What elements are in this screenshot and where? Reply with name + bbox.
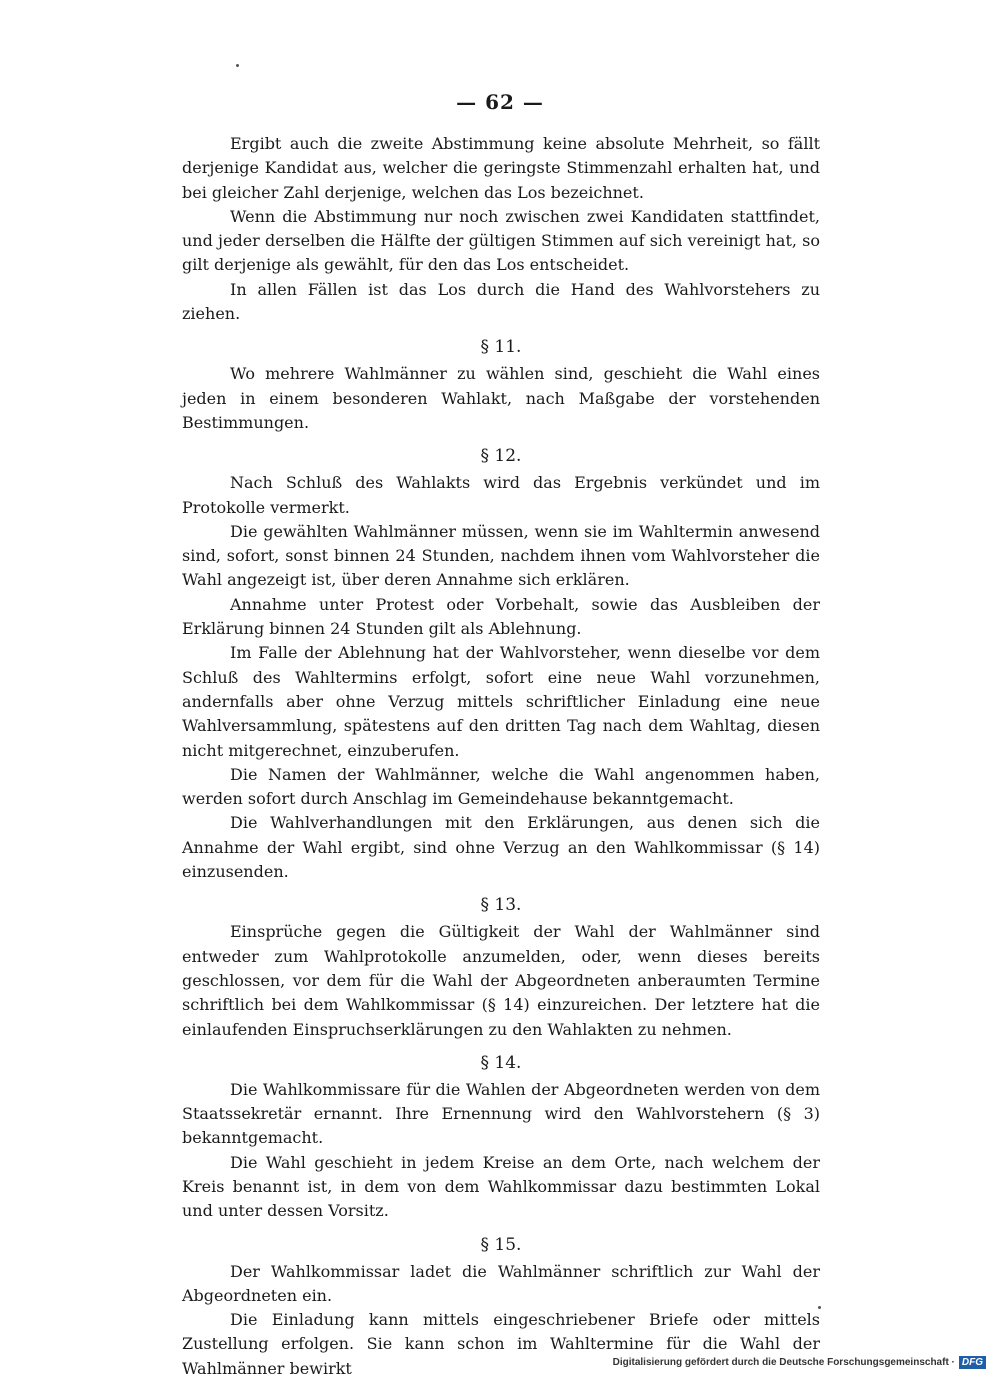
section-heading-12: § 12. bbox=[480, 446, 522, 467]
footer-text: Digitalisierung gefördert durch die Deutsche Forschungsgemeinschaft · bbox=[612, 1357, 955, 1368]
paragraph: Die Wahlverhandlungen mit den Erklärungen, aus denen sich die Annahme der Wahl ergibt, sind ohne Verzug an den Wahlkommissar (§ 14) einzusenden. bbox=[182, 813, 820, 882]
section-heading-13: § 13. bbox=[480, 895, 522, 916]
paragraph: Nach Schluß des Wahlakts wird das Ergebnis verkündet und im Protokolle vermerkt. bbox=[182, 473, 820, 517]
paragraph: In allen Fällen ist das Los durch die Hand des Wahlvorstehers zu ziehen. bbox=[182, 279, 820, 324]
paragraph: Im Falle der Ablehnung hat der Wahlvorsteher, wenn dieselbe vor dem Schluß des Wahltermins erfolgt, sofort eine neue Wahl vorzunehmen, andernfalls aber ohne Verzug mittels schriftlicher Einladung eine neue Wahlversammlung, spätestens auf den dritten Tag nach dem Wahltag, diesen nicht mitgerechnet, einzuberufen. bbox=[182, 643, 820, 760]
section-heading-11: § 11. bbox=[480, 337, 522, 358]
paragraph: Einsprüche gegen die Gültigkeit der Wahl der Wahlmänner sind entweder zum Wahlprotokolle anzumelden, oder, wenn dieses bereits geschlossen, vor dem für die Wahl der Abgeordneten anberaumten Termine schriftlich bei dem Wahlkommissar (§ 14) einzureichen. Der letztere hat die einlaufenden Einspruchserklärungen zu den Wahlakten zu nehmen. bbox=[182, 922, 820, 1039]
paragraph: Wenn die Abstimmung nur noch zwischen zwei Kandidaten stattfindet, und jeder derselben die Hälfte der gültigen Stimmen auf sich vereinigt hat, so gilt derjenige als gewählt, für den das Los entscheidet. bbox=[182, 206, 820, 275]
paragraph: Die Einladung kann mittels eingeschriebener Briefe oder mittels Zustellung erfolgen. Sie kann schon im Wahltermine für die Wahl der Wahlmänner bewirkt bbox=[182, 1310, 820, 1378]
scan-speck bbox=[818, 1306, 821, 1309]
paragraph: Die Namen der Wahlmänner, welche die Wahl angenommen haben, werden sofort durch Anschlag im Gemeindehause bekanntgemacht. bbox=[182, 764, 820, 809]
page-number: — 62 — bbox=[456, 90, 544, 114]
section-heading-15: § 15. bbox=[480, 1234, 522, 1255]
paragraph: Wo mehrere Wahlmänner zu wählen sind, geschieht die Wahl eines jeden in einem besonderen Wahlakt, nach Maßgabe der vorstehenden Bestimmungen. bbox=[182, 364, 820, 432]
paragraph: Die gewählten Wahlmänner müssen, wenn sie im Wahltermin anwesend sind, sofort, sonst binnen 24 Stunden, nachdem ihnen vom Wahlvorsteher die Wahl angezeigt ist, über deren Annahme sich erklären. bbox=[182, 521, 820, 590]
paragraph: Ergibt auch die zweite Abstimmung keine absolute Mehrheit, so fällt derjenige Kandidat aus, welcher die geringste Stimmenzahl erhalten hat, und bei gleicher Zahl derjenige, welchen das Los bezeichnet. bbox=[182, 134, 820, 202]
paragraph: Der Wahlkommissar ladet die Wahlmänner schriftlich zur Wahl der Abgeordneten ein. bbox=[182, 1261, 820, 1305]
paragraph: Die Wahl geschieht in jedem Kreise an dem Orte, nach welchem der Kreis benannt ist, in dem von dem Wahlkommissar dazu bestimmten Lokal und unter dessen Vorsitz. bbox=[182, 1152, 820, 1221]
document-body bbox=[182, 132, 820, 1381]
dfg-logo-icon: DFG bbox=[959, 1356, 986, 1369]
digitization-footer bbox=[613, 1356, 986, 1369]
paragraph: Die Wahlkommissare für die Wahlen der Abgeordneten werden von dem Staatssekretär ernannt. Ihre Ernennung wird den Wahlvorstehern (§ 3) bekanntgemacht. bbox=[182, 1079, 820, 1148]
scan-speck bbox=[236, 64, 239, 67]
section-heading-14: § 14. bbox=[480, 1052, 522, 1073]
paragraph: Annahme unter Protest oder Vorbehalt, sowie das Ausbleiben der Erklärung binnen 24 Stunden gilt als Ablehnung. bbox=[182, 594, 820, 639]
